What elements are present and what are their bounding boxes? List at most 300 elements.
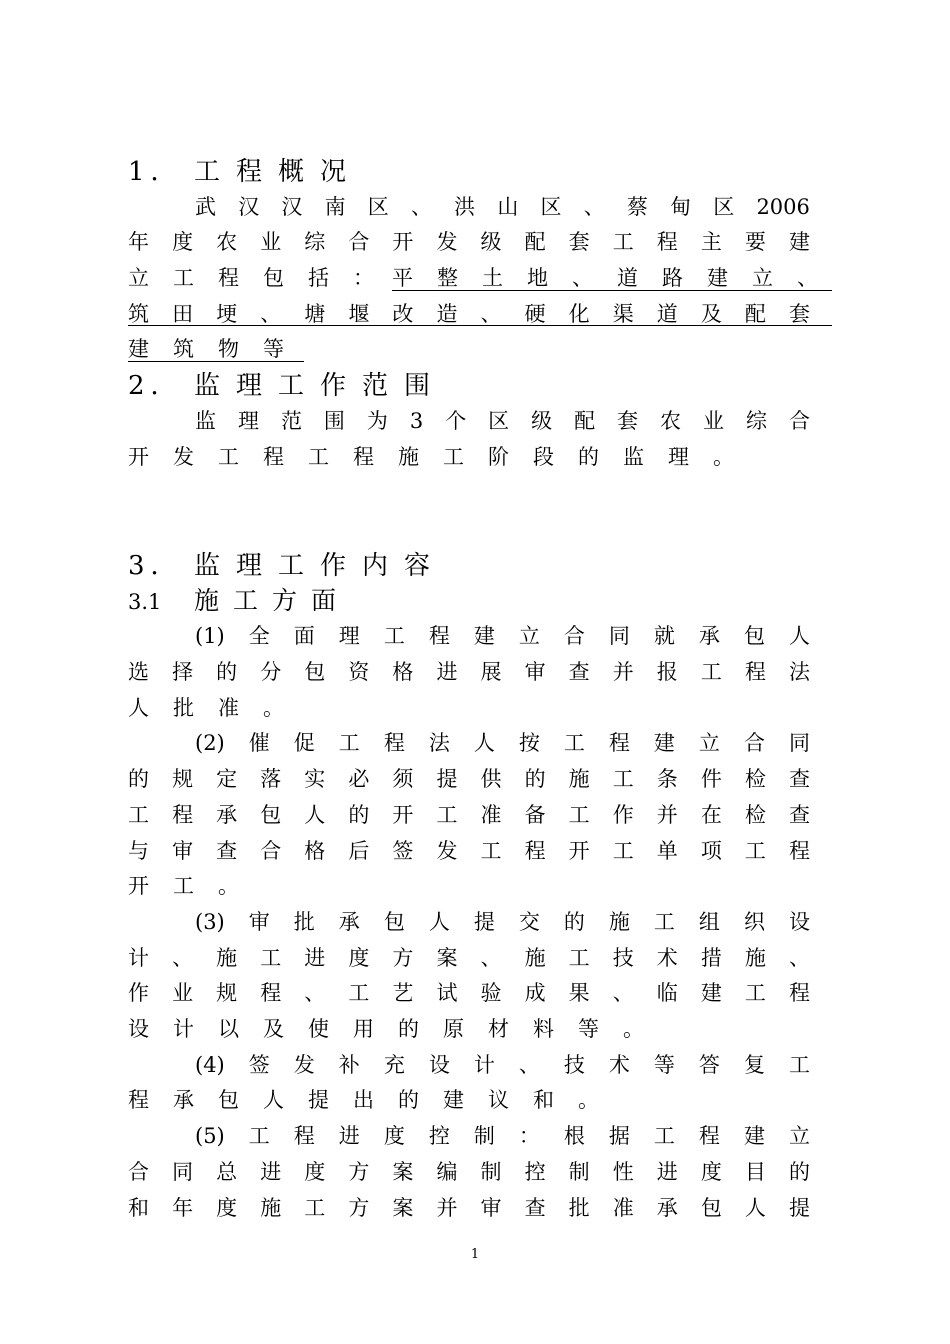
glyph: 堰 bbox=[348, 302, 370, 326]
glyph: 择 bbox=[172, 660, 194, 684]
glyph: 查 bbox=[568, 660, 590, 684]
glyph: 农 bbox=[216, 230, 238, 254]
glyph: 查 bbox=[216, 839, 238, 863]
text-line bbox=[128, 441, 758, 473]
glyph: 程 bbox=[656, 230, 678, 254]
glyph: 编 bbox=[436, 1160, 458, 1184]
glyph: 在 bbox=[700, 803, 722, 827]
glyph: 建 bbox=[473, 624, 495, 648]
glyph: 验 bbox=[480, 981, 502, 1005]
text-span: 开发工程工程施工阶段的监理。 bbox=[128, 445, 758, 469]
glyph: ： bbox=[518, 1124, 540, 1148]
glyph: 同 bbox=[172, 1160, 194, 1184]
text-line bbox=[128, 1084, 810, 1116]
text-line bbox=[128, 870, 810, 902]
glyph: 业 bbox=[172, 981, 194, 1005]
underlined-text: 平整土地、道路建立、 bbox=[392, 266, 842, 290]
glyph: 施 bbox=[260, 1196, 282, 1220]
glyph: 果 bbox=[568, 981, 590, 1005]
glyph: 目 bbox=[744, 1160, 766, 1184]
glyph: 工 bbox=[260, 946, 282, 970]
glyph: 选 bbox=[128, 660, 149, 684]
glyph: (4) bbox=[195, 1053, 225, 1077]
glyph: 度 bbox=[383, 1124, 405, 1148]
glyph: 合 bbox=[743, 731, 765, 755]
glyph: 批 bbox=[568, 1196, 590, 1220]
glyph: 、 bbox=[260, 302, 282, 326]
glyph: 承 bbox=[338, 910, 360, 934]
glyph: 汉 bbox=[281, 195, 303, 219]
glyph: 、 bbox=[410, 195, 432, 219]
glyph: 围 bbox=[323, 409, 345, 433]
glyph: 武 bbox=[195, 195, 216, 219]
glyph: 程 bbox=[608, 731, 630, 755]
glyph: 法 bbox=[428, 731, 450, 755]
glyph: 进 bbox=[304, 946, 326, 970]
glyph: 农 bbox=[660, 409, 682, 433]
glyph: 级 bbox=[480, 230, 502, 254]
glyph: 业 bbox=[703, 409, 724, 433]
glyph: 方 bbox=[348, 1160, 370, 1184]
glyph: 审 bbox=[172, 839, 194, 863]
text-line bbox=[128, 1013, 810, 1045]
glyph: 程 bbox=[788, 839, 810, 863]
glyph: 措 bbox=[700, 946, 722, 970]
glyph: 发 bbox=[436, 839, 458, 863]
section-number: 3． bbox=[128, 551, 183, 581]
glyph: 格 bbox=[392, 660, 414, 684]
glyph: 提 bbox=[473, 910, 495, 934]
glyph: 审 bbox=[524, 660, 546, 684]
glyph: 件 bbox=[700, 767, 722, 791]
glyph: 监 bbox=[195, 409, 216, 433]
glyph: 合 bbox=[563, 624, 585, 648]
glyph: 并 bbox=[656, 803, 678, 827]
glyph: 格 bbox=[304, 839, 326, 863]
glyph: 复 bbox=[743, 1053, 765, 1077]
glyph: 筑 bbox=[128, 302, 149, 326]
glyph: 备 bbox=[524, 803, 546, 827]
glyph: 山 bbox=[497, 195, 519, 219]
glyph: 配 bbox=[744, 302, 766, 326]
glyph: 组 bbox=[698, 910, 720, 934]
underline bbox=[128, 361, 304, 362]
glyph: (5) bbox=[195, 1124, 225, 1148]
text-line bbox=[195, 620, 810, 652]
glyph: 埂 bbox=[216, 302, 238, 326]
glyph: 签 bbox=[248, 1053, 270, 1077]
text-line bbox=[128, 942, 810, 974]
glyph: 法 bbox=[788, 660, 810, 684]
glyph: 区 bbox=[488, 409, 510, 433]
glyph: 、 bbox=[172, 946, 194, 970]
glyph: 查 bbox=[788, 767, 810, 791]
glyph: 套 bbox=[617, 409, 639, 433]
glyph: 及 bbox=[700, 302, 722, 326]
glyph: 落 bbox=[260, 767, 282, 791]
glyph: 主 bbox=[700, 230, 722, 254]
glyph: 立 bbox=[788, 1124, 810, 1148]
glyph: 工 bbox=[653, 910, 675, 934]
glyph: 承 bbox=[656, 1196, 678, 1220]
glyph: 立 bbox=[698, 731, 720, 755]
glyph: 立 bbox=[518, 624, 540, 648]
glyph: 同 bbox=[788, 731, 810, 755]
glyph: 开 bbox=[568, 839, 590, 863]
glyph: 工 bbox=[700, 660, 722, 684]
glyph: 人 bbox=[744, 1196, 766, 1220]
underlined-text: 建筑物等 bbox=[128, 337, 308, 361]
glyph: 的 bbox=[788, 1160, 810, 1184]
glyph: 施 bbox=[744, 946, 766, 970]
glyph: 全 bbox=[248, 624, 270, 648]
text-span: 人批准。 bbox=[128, 696, 308, 720]
glyph: 理 bbox=[338, 624, 360, 648]
glyph: 报 bbox=[656, 660, 678, 684]
glyph: 织 bbox=[743, 910, 765, 934]
section-number: 2． bbox=[128, 371, 183, 401]
glyph: 准 bbox=[480, 803, 502, 827]
glyph: 并 bbox=[612, 660, 634, 684]
glyph: 塘 bbox=[304, 302, 326, 326]
glyph: 程 bbox=[788, 981, 810, 1005]
text-line bbox=[128, 656, 810, 688]
glyph: 施 bbox=[216, 946, 238, 970]
glyph: 展 bbox=[480, 660, 502, 684]
section-title: 监理工作内容 bbox=[194, 551, 447, 581]
glyph: 试 bbox=[436, 981, 458, 1005]
text-line bbox=[128, 692, 810, 724]
text-line bbox=[128, 226, 810, 258]
glyph: 与 bbox=[128, 839, 149, 863]
glyph: 个 bbox=[445, 409, 467, 433]
glyph: 充 bbox=[383, 1053, 405, 1077]
glyph: 工 bbox=[563, 731, 585, 755]
glyph: 根 bbox=[563, 1124, 585, 1148]
glyph: (2) bbox=[195, 731, 225, 755]
text-span: 程承包人提出的建议和。 bbox=[128, 1088, 623, 1112]
glyph: 方 bbox=[392, 946, 414, 970]
glyph: 发 bbox=[436, 230, 458, 254]
glyph: 控 bbox=[428, 1124, 450, 1148]
text-line bbox=[195, 405, 810, 437]
text-line bbox=[195, 1120, 810, 1152]
glyph: 包 bbox=[700, 1196, 722, 1220]
glyph: 渠 bbox=[612, 302, 634, 326]
text-line bbox=[195, 191, 810, 223]
glyph: 的 bbox=[216, 660, 238, 684]
glyph: 进 bbox=[260, 1160, 282, 1184]
glyph: 配 bbox=[524, 230, 546, 254]
glyph: 范 bbox=[280, 409, 302, 433]
glyph: 审 bbox=[248, 910, 270, 934]
glyph: 定 bbox=[216, 767, 238, 791]
glyph: 开 bbox=[392, 230, 414, 254]
glyph: 洪 bbox=[454, 195, 476, 219]
glyph: 促 bbox=[293, 731, 315, 755]
glyph: 3 bbox=[409, 409, 424, 433]
glyph: 综 bbox=[304, 230, 326, 254]
glyph: 资 bbox=[348, 660, 370, 684]
glyph: 的 bbox=[563, 910, 585, 934]
section-title: 监理工作范围 bbox=[194, 371, 447, 401]
glyph: 甸 bbox=[670, 195, 692, 219]
glyph: 开 bbox=[392, 803, 414, 827]
glyph: 包 bbox=[260, 803, 282, 827]
glyph: 区 bbox=[367, 195, 389, 219]
glyph: 签 bbox=[392, 839, 414, 863]
glyph: 要 bbox=[744, 230, 766, 254]
glyph: 、 bbox=[480, 946, 502, 970]
glyph: 度 bbox=[304, 1160, 326, 1184]
glyph: 施 bbox=[568, 767, 590, 791]
glyph: 按 bbox=[518, 731, 540, 755]
glyph: 提 bbox=[788, 1196, 810, 1220]
glyph: 合 bbox=[260, 839, 282, 863]
glyph: 程 bbox=[172, 803, 194, 827]
glyph: 的 bbox=[128, 767, 149, 791]
glyph: 建 bbox=[743, 1124, 765, 1148]
section-2-heading bbox=[128, 368, 810, 404]
glyph: 查 bbox=[524, 1196, 546, 1220]
glyph: 年 bbox=[172, 1196, 194, 1220]
glyph: 2006 bbox=[756, 195, 810, 219]
glyph: 须 bbox=[392, 767, 414, 791]
glyph: 审 bbox=[480, 1196, 502, 1220]
text-line bbox=[128, 763, 810, 795]
glyph: 计 bbox=[128, 946, 149, 970]
glyph: 配 bbox=[574, 409, 596, 433]
glyph: 制 bbox=[473, 1124, 495, 1148]
glyph: 包 bbox=[304, 660, 326, 684]
glyph: 条 bbox=[656, 767, 678, 791]
text-line bbox=[128, 1192, 810, 1224]
glyph: 区 bbox=[540, 195, 562, 219]
underline bbox=[128, 325, 832, 326]
glyph: 人 bbox=[304, 803, 326, 827]
glyph: 综 bbox=[745, 409, 767, 433]
glyph: 性 bbox=[612, 1160, 634, 1184]
text-line bbox=[128, 835, 810, 867]
glyph: 、 bbox=[612, 981, 634, 1005]
subsection-title: 施工方面 bbox=[194, 586, 351, 615]
glyph: 度 bbox=[216, 1196, 238, 1220]
glyph: 程 bbox=[428, 624, 450, 648]
glyph: 的 bbox=[524, 767, 546, 791]
glyph: 案 bbox=[392, 1196, 414, 1220]
glyph: 套 bbox=[568, 230, 590, 254]
glyph: 后 bbox=[348, 839, 370, 863]
glyph: 硬 bbox=[524, 302, 546, 326]
glyph: 造 bbox=[436, 302, 458, 326]
glyph: 作 bbox=[612, 803, 634, 827]
glyph: 程 bbox=[698, 1124, 720, 1148]
glyph: 实 bbox=[304, 767, 326, 791]
glyph: 发 bbox=[293, 1053, 315, 1077]
glyph: 成 bbox=[524, 981, 546, 1005]
text-line bbox=[128, 799, 810, 831]
glyph: 设 bbox=[788, 910, 810, 934]
glyph: 度 bbox=[348, 946, 370, 970]
glyph: 工 bbox=[436, 803, 458, 827]
glyph: 度 bbox=[172, 230, 194, 254]
glyph: 工 bbox=[383, 624, 405, 648]
glyph: 必 bbox=[348, 767, 370, 791]
glyph: 方 bbox=[348, 1196, 370, 1220]
glyph: 案 bbox=[392, 1160, 414, 1184]
glyph: 进 bbox=[656, 1160, 678, 1184]
glyph: 工 bbox=[612, 767, 634, 791]
glyph: 工 bbox=[338, 731, 360, 755]
glyph: 进 bbox=[436, 660, 458, 684]
glyph: 承 bbox=[216, 803, 238, 827]
glyph: 田 bbox=[172, 302, 194, 326]
glyph: 人 bbox=[428, 910, 450, 934]
glyph: (3) bbox=[195, 910, 225, 934]
glyph: 程 bbox=[744, 660, 766, 684]
glyph: 人 bbox=[788, 624, 810, 648]
glyph: 分 bbox=[260, 660, 282, 684]
glyph: 南 bbox=[324, 195, 346, 219]
glyph: 据 bbox=[608, 1124, 630, 1148]
glyph: 催 bbox=[248, 731, 270, 755]
glyph: 承 bbox=[698, 624, 720, 648]
glyph: 补 bbox=[338, 1053, 360, 1077]
glyph: 和 bbox=[128, 1196, 149, 1220]
glyph: 理 bbox=[237, 409, 259, 433]
glyph: 人 bbox=[473, 731, 495, 755]
text-span: 开工。 bbox=[128, 874, 263, 898]
glyph: 包 bbox=[383, 910, 405, 934]
glyph: 技 bbox=[563, 1053, 585, 1077]
glyph: 工 bbox=[788, 1053, 810, 1077]
glyph: 的 bbox=[348, 803, 370, 827]
glyph: 工 bbox=[348, 981, 370, 1005]
section-3-heading bbox=[128, 548, 810, 584]
glyph: 术 bbox=[608, 1053, 630, 1077]
glyph: 工 bbox=[480, 839, 502, 863]
text-span: 设计以及使用的原材料等。 bbox=[128, 1017, 668, 1041]
glyph: 化 bbox=[568, 302, 590, 326]
glyph: 控 bbox=[524, 1160, 546, 1184]
glyph: 合 bbox=[128, 1160, 149, 1184]
glyph: 工 bbox=[612, 230, 634, 254]
text-line bbox=[128, 1156, 810, 1188]
glyph: 工 bbox=[612, 839, 634, 863]
text-line bbox=[195, 906, 810, 938]
glyph: 业 bbox=[260, 230, 282, 254]
glyph: 区 bbox=[713, 195, 735, 219]
glyph: 批 bbox=[293, 910, 315, 934]
glyph: 同 bbox=[608, 624, 630, 648]
glyph: 、 bbox=[518, 1053, 540, 1077]
text-span: 立工程包括： bbox=[128, 266, 398, 290]
glyph: 交 bbox=[518, 910, 540, 934]
glyph: 建 bbox=[700, 981, 722, 1005]
glyph: 作 bbox=[128, 981, 149, 1005]
glyph: 计 bbox=[473, 1053, 495, 1077]
text-line bbox=[128, 977, 810, 1009]
glyph: 合 bbox=[788, 409, 810, 433]
glyph: 制 bbox=[480, 1160, 502, 1184]
glyph: 设 bbox=[428, 1053, 450, 1077]
glyph: 等 bbox=[653, 1053, 675, 1077]
text-line bbox=[195, 1049, 810, 1081]
glyph: 工 bbox=[653, 1124, 675, 1148]
glyph: 提 bbox=[436, 767, 458, 791]
glyph: 工 bbox=[568, 946, 590, 970]
glyph: 施 bbox=[608, 910, 630, 934]
glyph: 合 bbox=[348, 230, 370, 254]
glyph: 单 bbox=[656, 839, 678, 863]
glyph: 规 bbox=[216, 981, 238, 1005]
glyph: 制 bbox=[568, 1160, 590, 1184]
glyph: 程 bbox=[383, 731, 405, 755]
glyph: 包 bbox=[743, 624, 765, 648]
glyph: 施 bbox=[524, 946, 546, 970]
glyph: 程 bbox=[293, 1124, 315, 1148]
section-title: 工程概况 bbox=[194, 157, 363, 187]
glyph: 改 bbox=[392, 302, 414, 326]
glyph: 进 bbox=[338, 1124, 360, 1148]
glyph: 程 bbox=[524, 839, 546, 863]
subsection-number: 3.1 bbox=[128, 590, 162, 614]
glyph: 工 bbox=[248, 1124, 270, 1148]
glyph: 汉 bbox=[238, 195, 260, 219]
glyph: 工 bbox=[744, 981, 766, 1005]
glyph: 建 bbox=[788, 230, 810, 254]
glyph: 、 bbox=[788, 946, 810, 970]
glyph: 建 bbox=[653, 731, 675, 755]
glyph: 术 bbox=[656, 946, 678, 970]
glyph: 准 bbox=[612, 1196, 634, 1220]
section-number: 1． bbox=[128, 157, 183, 187]
glyph: 供 bbox=[480, 767, 502, 791]
glyph: 蔡 bbox=[626, 195, 648, 219]
glyph: (1) bbox=[195, 624, 225, 648]
glyph: 技 bbox=[612, 946, 634, 970]
glyph: 面 bbox=[293, 624, 315, 648]
subsection-3-1-heading bbox=[128, 585, 810, 617]
glyph: 、 bbox=[583, 195, 605, 219]
glyph: 案 bbox=[436, 946, 458, 970]
glyph: 规 bbox=[172, 767, 194, 791]
text-line bbox=[195, 727, 810, 759]
glyph: 工 bbox=[304, 1196, 326, 1220]
glyph: 、 bbox=[304, 981, 326, 1005]
glyph: 艺 bbox=[392, 981, 414, 1005]
glyph: 查 bbox=[788, 803, 810, 827]
section-1-heading bbox=[128, 154, 810, 190]
glyph: 度 bbox=[700, 1160, 722, 1184]
glyph: 套 bbox=[788, 302, 810, 326]
glyph: 工 bbox=[744, 839, 766, 863]
glyph: 工 bbox=[128, 803, 149, 827]
glyph: 道 bbox=[656, 302, 678, 326]
underline bbox=[392, 290, 832, 291]
glyph: 检 bbox=[744, 767, 766, 791]
glyph: 检 bbox=[744, 803, 766, 827]
page-number: 1 bbox=[470, 1247, 480, 1262]
glyph: 为 bbox=[366, 409, 388, 433]
glyph: 临 bbox=[656, 981, 678, 1005]
glyph: 就 bbox=[653, 624, 675, 648]
glyph: 程 bbox=[260, 981, 282, 1005]
glyph: 、 bbox=[480, 302, 502, 326]
glyph: 工 bbox=[568, 803, 590, 827]
glyph: 答 bbox=[698, 1053, 720, 1077]
glyph: 总 bbox=[216, 1160, 238, 1184]
